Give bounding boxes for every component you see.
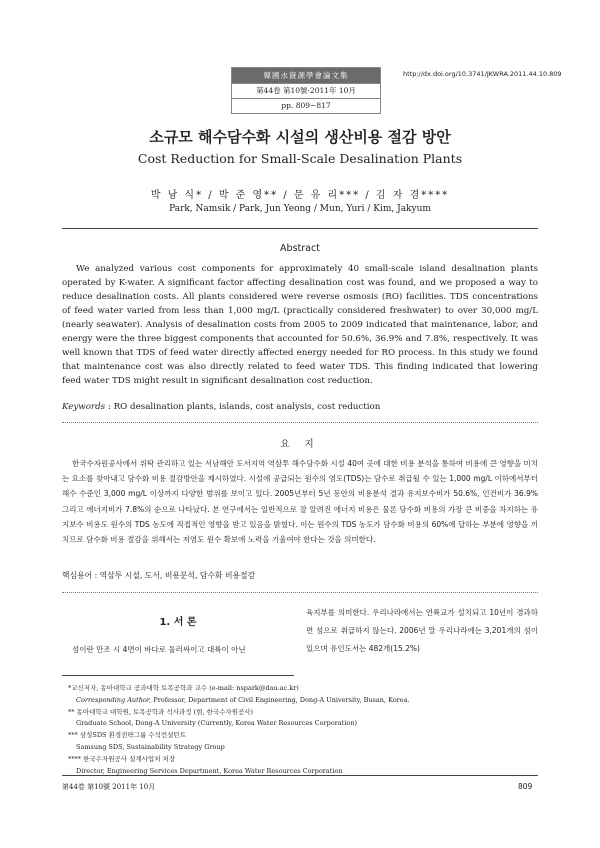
authors-english: Park, Namsik / Park, Jun Yeong / Mun, Yuri / Kim, Jakyum bbox=[169, 204, 431, 214]
section-left-text: 섬이란 만조 시 4면이 바다로 둘러싸이고 대륙이 아닌 bbox=[72, 645, 246, 654]
summary-text: 한국수자원공사에서 위탁 관리하고 있는 서남해안 도서지역 역삼투 해수담수화 시설 40여 곳에 대한 비용 분석을 통하여 비용에 큰 영향을 미치는 요소를 찾아내고 담수화 비용 절감방안을 제시하였다. 시설에 공급되는 원수의 염도(TDS)는 담수로 취급될 수 있는 1,000 mg/L 이하에서부터 해수 수준인 3,000 mg/L 이상까지 다양한 범위를 보이고 있다. 2005년부터 5년 동안의 비용분석 결과 유지보수비가 50.6%, 인건비가 36.9% 그리고 에너지비가 7.8%의 순으로 나타났다. 본 연구에서는 일반적으로 잘 알려진 에너지 비용은 물론 담수화 비용의 가장 큰 비중을 차지하는 유지보수 비용도 원수의 TDS 농도에 직접적인 영향을 받고 있음을 밝혔다. 이는 원수의 TDS 농도가 담수화 비용의 60%에 달하는 부분에 영향을 끼치므로 담수화 비용 절감을 위해서는 저염도 원수 확보에 노력을 기울여야 한다는 것을 의미한다. bbox=[62, 459, 538, 545]
journal-pages: pp. 809~817 bbox=[232, 98, 380, 113]
footnote-3: *** 삼성SDS 환경전략그룹 수석컨설턴트 bbox=[68, 731, 186, 740]
keywords-label: Keywords bbox=[62, 402, 106, 412]
authors-korean: 박 남 식* / 박 준 영** / 문 유 리*** / 김 자 겸**** bbox=[150, 190, 450, 201]
divider bbox=[62, 592, 538, 593]
footnote-4: **** 한국수자원공사 설계사업처 처장 bbox=[68, 754, 176, 763]
footnotes: *교신저자, 동아대학교 공과대학 토목공학과 교수 (e-mail: nspark@dau.ac.kr) Corresponding Author, Professor, Department of Civil Engineering, Dong-A University, Busan, Korea. ** 동아대학교 대학원, 토목공학과 석사과정 (현, 한국수자원공사) Graduate School, Dong-A University (Currently, Korea Water Resources Corporation) *** 삼성SDS 환경전략그룹 수석컨설턴트 Samsung SDS, Sustainability Strategy Group **** 한국수자원공사 설계사업처 처장 Director, Engineering Services Department, Korea Water Resources Corporation bbox=[68, 684, 410, 775]
keywords-line bbox=[62, 402, 538, 412]
journal-header-box bbox=[231, 67, 381, 114]
footnote-2: ** 동아대학교 대학원, 토목공학과 석사과정 (현, 한국수자원공사) bbox=[68, 707, 254, 716]
abstract-heading: Abstract bbox=[280, 243, 320, 254]
doi-link[interactable]: http://dx.doi.org/10.3741/JKWRA.2011.44.10.809 bbox=[403, 70, 562, 78]
section-right-text: 육지부를 의미한다. 우리나라에서는 연륙교가 설치되고 10년이 경과하면 섬으로 취급하지 않는다. 2006년 말 우리나라에는 3,201개의 섬이 있으며 유인도서는 482개(15.2%) bbox=[306, 608, 538, 653]
summary-heading: 요 지 bbox=[280, 439, 320, 450]
journal-name: 韓國水資源學會論文集 bbox=[232, 68, 380, 83]
divider bbox=[62, 228, 538, 229]
page-footer-journal: 第44卷 第10號 2011年 10月 bbox=[62, 783, 156, 791]
divider bbox=[62, 422, 538, 423]
journal-volume: 第44卷 第10號·2011年 10月 bbox=[232, 83, 380, 98]
title-english: Cost Reduction for Small-Scale Desalination Plants bbox=[137, 151, 463, 166]
footnote-divider bbox=[62, 675, 294, 676]
title-korean: 소규모 해수담수화 시설의 생산비용 절감 방안 bbox=[149, 128, 451, 146]
summary-keywords: 핵심용어 : 역삼투 시설, 도서, 비용분석, 담수화 비용절감 bbox=[62, 571, 256, 580]
section-title: 1. 서 론 bbox=[159, 617, 197, 628]
abstract-text: We analyzed various cost components for approximately 40 small-scale island desalination plants operated by K-water. A significant factor affecting desalination cost was found, and we proposed a way to reduce desalination costs. All plants considered were reverse osmosis (RO) facilities. TDS concentrations of feed water varied from less than 1,000 mg/L (practically considered freshwater) to over 30,000 mg/L (nearly seawater). Analysis of desalination costs from 2005 to 2009 indicated that maintenance, labor, and energy were the three biggest components that accounted for 50.6%, 36.9% and 7.8%, respectively. It was well known that TDS of feed water directly affected energy needed for RO process. In this study we found that maintenance cost was also directly related to feed water TDS. This finding indicated that lowering feed water TDS might result in significant desalination cost reduction. bbox=[62, 264, 538, 386]
footnote-1: *교신저자, 동아대학교 공과대학 토목공학과 교수 (e-mail: nspark@dau.ac.kr) bbox=[68, 684, 299, 692]
footer-divider bbox=[62, 775, 538, 776]
page-number: 809 bbox=[518, 782, 533, 791]
keywords-text: : RO desalination plants, islands, cost analysis, cost reduction bbox=[107, 402, 381, 412]
